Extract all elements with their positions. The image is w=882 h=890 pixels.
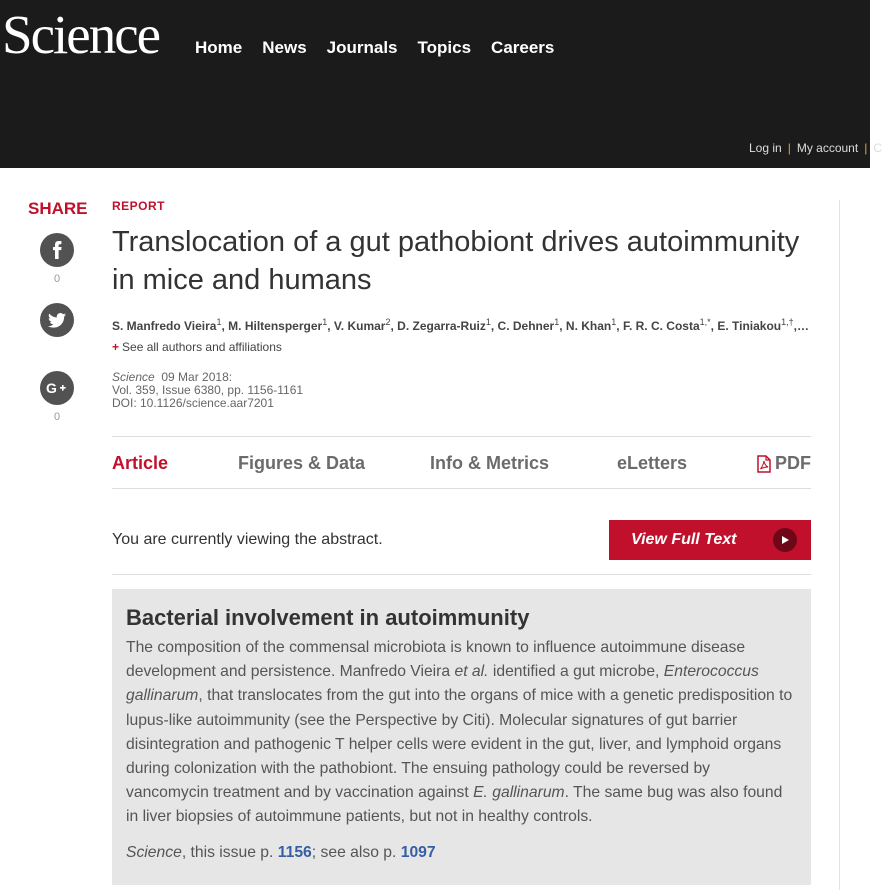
summary-text-italic: E. gallinarum	[473, 784, 565, 802]
author-link[interactable]: C. Dehner	[497, 319, 555, 333]
article-tabs	[112, 436, 811, 489]
author-link[interactable]: E. Tiniakou	[717, 319, 782, 333]
summary-text: The composition of the commensal microbiota is known to influence autoimmune disease development and persistence. Manfredo Vieira	[126, 639, 746, 681]
article-title: Translocation of a gut pathobiont drives autoimmunity in mice and humans	[112, 226, 800, 296]
twitter-share-button[interactable]	[40, 303, 74, 337]
user-nav	[749, 141, 882, 155]
tab-eletters[interactable]: eLetters	[617, 453, 688, 473]
author-link[interactable]: V. Kumar	[333, 319, 386, 333]
summary-body	[126, 636, 797, 830]
svg-text:G: G	[46, 380, 57, 396]
affiliation-marker: 1	[611, 317, 617, 327]
separator: |	[787, 141, 791, 155]
author-link[interactable]: N. Khan	[565, 319, 612, 333]
truncated-link[interactable]: C	[873, 141, 882, 155]
affiliation-marker: 2	[385, 317, 391, 327]
login-link[interactable]: Log in	[749, 141, 782, 155]
affiliation-marker: 1	[554, 317, 560, 327]
affiliation-marker: 1,†	[781, 317, 794, 327]
facebook-share-button[interactable]	[40, 233, 74, 267]
summary-title: Bacterial involvement in autoimmunity	[126, 605, 530, 630]
separator: |	[864, 141, 868, 155]
affiliation-marker: 1	[216, 317, 222, 327]
ref-page-link[interactable]: 1156	[277, 843, 312, 861]
twitter-icon	[48, 313, 66, 328]
summary-text: . The same bug was also found in liver biopsies of autoimmune patients, but not in healthy controls.	[126, 784, 783, 826]
tab-pdf[interactable]	[756, 453, 811, 474]
see-all-label: See all authors and affiliations	[122, 340, 282, 354]
citation-block	[112, 371, 811, 410]
summary-text: , that translocates from the gut into the organs of mice with a genetic predisposition to lupus-like autoimmunity (see the Perspective by Citi). Molecular signatures of gut barrier disintegration and pathogenic T helper cells were evident in the gut, liver, and lymphoid organs during colonization with the pathobiont. The ensuing pathology could be reversed by vancomycin treatment and by vaccination against	[126, 687, 793, 802]
site-header	[0, 0, 882, 168]
ref-text: , this issue p.	[181, 843, 278, 861]
google-plus-share-button[interactable]	[40, 371, 74, 405]
pdf-icon	[756, 455, 772, 473]
ref-journal: Science	[126, 843, 182, 861]
main-nav	[195, 38, 554, 58]
affiliation-marker: 1	[485, 317, 491, 327]
facebook-share-count: 0	[53, 273, 61, 285]
google-plus-icon	[46, 381, 68, 395]
summary-reference	[126, 844, 797, 862]
ref-text: ; see also p.	[311, 843, 401, 861]
view-full-text-button[interactable]	[609, 520, 811, 560]
article-content	[112, 199, 811, 861]
view-full-text-label: View Full Text	[631, 531, 737, 548]
play-arrow-icon	[773, 528, 797, 552]
nav-home[interactable]: Home	[195, 38, 243, 57]
my-account-link[interactable]: My account	[796, 141, 859, 155]
affiliation-marker: 1	[322, 317, 328, 327]
ref-page-link[interactable]: 1097	[400, 843, 436, 861]
share-label: SHARE	[28, 199, 88, 218]
share-panel	[28, 199, 86, 423]
summary-text-italic: et al.	[454, 663, 489, 681]
authors-ellipsis: ,…	[793, 319, 809, 333]
journal-name: Science	[112, 370, 155, 384]
author-link[interactable]: S. Manfredo Vieira	[112, 319, 217, 333]
publication-date: 09 Mar 2018:	[161, 370, 233, 384]
viewing-abstract-text: You are currently viewing the abstract.	[112, 531, 383, 548]
affiliation-marker: 1,*	[699, 317, 711, 327]
doi: DOI: 10.1126/science.aar7201	[112, 396, 274, 410]
plus-icon: +	[112, 340, 120, 354]
author-link[interactable]: M. Hiltensperger	[228, 319, 323, 333]
editor-summary-box	[112, 589, 811, 885]
content-edge-divider	[839, 200, 840, 890]
tab-pdf-label: PDF	[775, 453, 811, 473]
summary-text-italic: Enterococcus gallinarum	[126, 663, 759, 705]
volume-info: Vol. 359, Issue 6380, pp. 1156-1161	[112, 383, 304, 397]
nav-journals[interactable]: Journals	[326, 38, 398, 57]
nav-news[interactable]: News	[262, 38, 307, 57]
see-all-authors-link[interactable]	[112, 340, 811, 354]
tab-info-metrics[interactable]: Info & Metrics	[430, 453, 550, 473]
tab-article[interactable]: Article	[112, 453, 169, 473]
abstract-notice-row	[112, 489, 811, 575]
article-type-label: REPORT	[112, 199, 166, 213]
google-plus-share-count: 0	[53, 411, 61, 423]
science-logo[interactable]: Science	[2, 4, 160, 65]
facebook-icon	[49, 241, 65, 259]
tab-figures-data[interactable]: Figures & Data	[238, 453, 366, 473]
author-list: S. Manfredo Vieira$^1$, M. Hiltensperger$^1$, V. Kumar$^2$, D. Zegarra-Ruiz$^1$, C. Dehner$^1$, N. Khan$^1$, F. R. C. Costa$^{1,*}$, E. Tiniakou$^{1,\dagger}$,…	[112, 317, 809, 333]
author-link[interactable]: D. Zegarra-Ruiz	[397, 319, 486, 333]
author-link[interactable]: F. R. C. Costa	[622, 319, 700, 333]
nav-careers[interactable]: Careers	[491, 38, 555, 57]
summary-text: identified a gut microbe,	[488, 663, 664, 681]
nav-topics[interactable]: Topics	[417, 38, 472, 57]
